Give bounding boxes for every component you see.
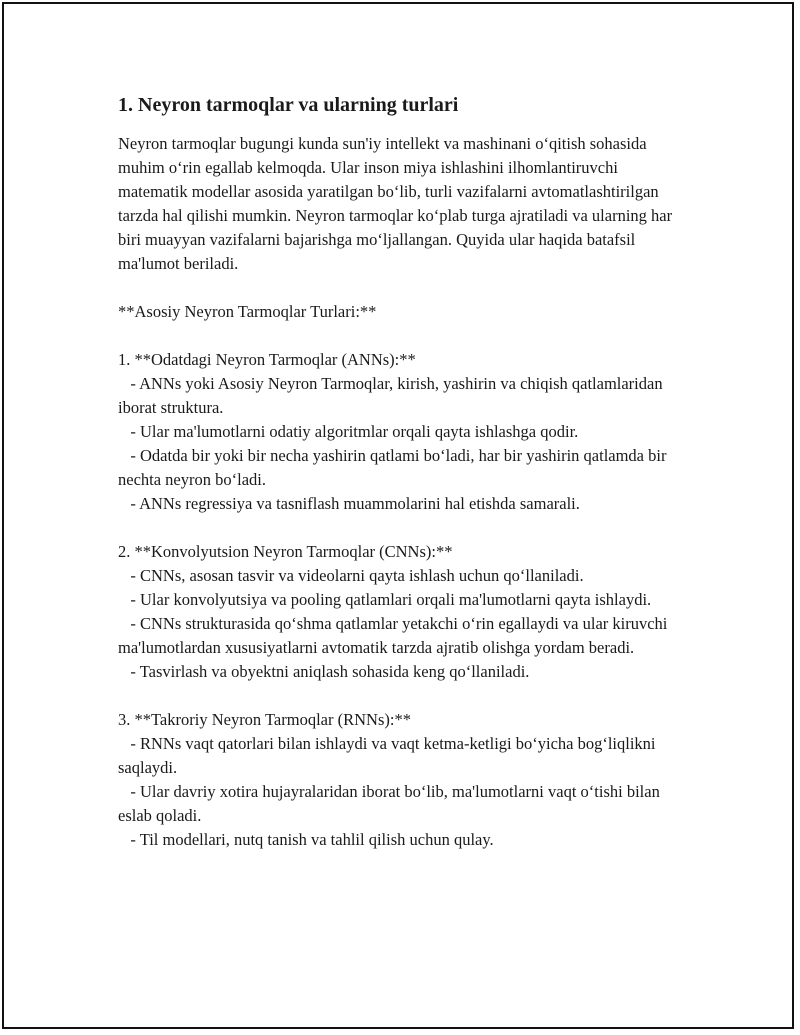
list-item: [118, 612, 688, 660]
section-2-heading: 2. **Konvolyutsion Neyron Tarmoqlar (CNNs):**: [118, 542, 453, 561]
list-item: [118, 588, 688, 612]
bullet-text: - Odatda bir yoki bir necha yashirin qatlami bo‘ladi, har bir yashirin qatlamda bir nechta neyron bo‘ladi.: [118, 446, 671, 489]
bullet-text: - Ular davriy xotira hujayralaridan iborat bo‘lib, ma'lumotlarni vaqt o‘tishi bilan eslab qoladi.: [118, 782, 664, 825]
document-body: [118, 92, 688, 852]
bullet-text: - Til modellari, nutq tanish va tahlil qilish uchun qulay.: [130, 830, 494, 849]
list-item: [118, 444, 688, 492]
bullet-text: - RNNs vaqt qatorlari bilan ishlaydi va vaqt ketma-ketligi bo‘yicha bog‘liqlikni saqlaydi.: [118, 734, 660, 777]
list-item: [118, 420, 688, 444]
section-1-heading: 1. **Odatdagi Neyron Tarmoqlar (ANNs):**: [118, 350, 416, 369]
bullet-text: - CNNs, asosan tasvir va videolarni qayta ishlash uchun qo‘llaniladi.: [130, 566, 584, 585]
intro-paragraph: Neyron tarmoqlar bugungi kunda sun'iy intellekt va mashinani o‘qitish sohasida muhim o‘rin egallab kelmoqda. Ular inson miya ishlashini ilhomlantiruvchi matematik modellar asosida yaratilgan bo‘lib, turli vazifalarni avtomatlashtirilgan tarzda hal qilishi mumkin. Neyron tarmoqlar ko‘plab turga ajratiladi va ularning har biri muayyan vazifalarni bajarishga mo‘ljallangan. Quyida ular haqida batafsil ma'lumot beriladi.: [118, 134, 673, 273]
list-item: [118, 564, 688, 588]
list-item: [118, 372, 688, 420]
bullet-text: - Ular ma'lumotlarni odatiy algoritmlar orqali qayta ishlashga qodir.: [130, 422, 579, 441]
list-item: [118, 828, 688, 852]
section-heading: **Asosiy Neyron Tarmoqlar Turlari:**: [118, 302, 377, 321]
bullet-text: - ANNs yoki Asosiy Neyron Tarmoqlar, kirish, yashirin va chiqish qatlamlaridan iborat struktura.: [118, 374, 667, 417]
document-title: 1. Neyron tarmoqlar va ularning turlari: [118, 94, 459, 116]
spacer: [118, 276, 688, 300]
bullet-text: - Ular konvolyutsiya va pooling qatlamlari orqali ma'lumotlarni qayta ishlaydi.: [130, 590, 652, 609]
bullet-text: - ANNs regressiya va tasniflash muammolarini hal etishda samarali.: [130, 494, 580, 513]
spacer: [118, 516, 688, 540]
bullet-text: - CNNs strukturasida qo‘shma qatlamlar yetakchi o‘rin egallaydi va ular kiruvchi ma'lumotlardan xususiyatlarni avtomatik tarzda ajratib olishga yordam beradi.: [118, 614, 672, 657]
spacer: [118, 324, 688, 348]
list-item: [118, 492, 688, 516]
bullet-text: - Tasvirlash va obyektni aniqlash sohasida keng qo‘llaniladi.: [130, 662, 530, 681]
spacer: [118, 684, 688, 708]
list-item: [118, 732, 688, 780]
list-item: [118, 780, 688, 828]
section-3-heading: 3. **Takroriy Neyron Tarmoqlar (RNNs):**: [118, 710, 411, 729]
list-item: [118, 660, 688, 684]
